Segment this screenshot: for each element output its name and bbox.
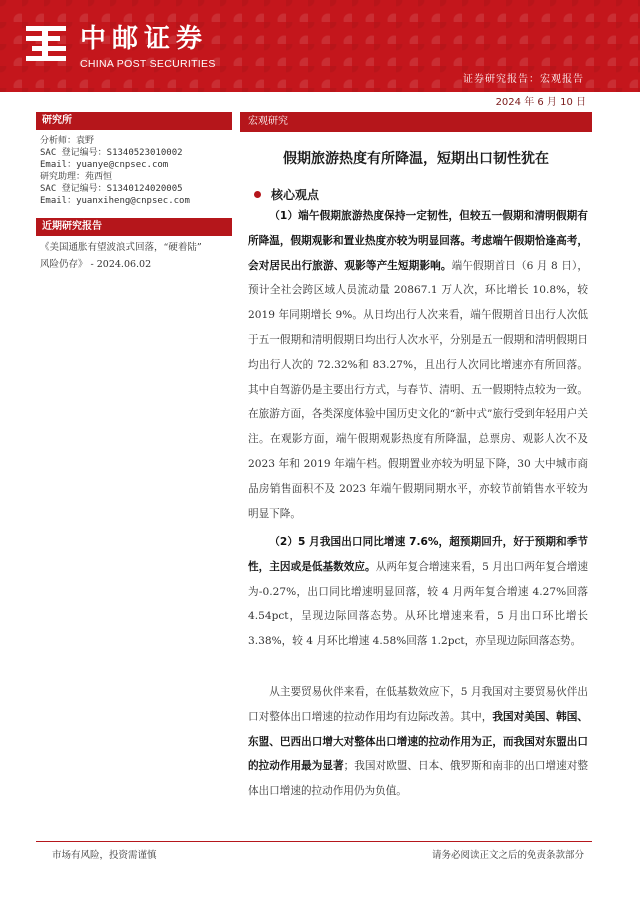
china-post-logo-icon xyxy=(22,22,70,66)
analyst-email[interactable]: Email：yuanxiheng@cnpsec.com xyxy=(40,196,190,206)
footer-risk-note: 市场有风险，投资需谨慎 xyxy=(52,850,157,861)
brand-name-en: CHINA POST SECURITIES xyxy=(80,58,216,70)
bullet-icon xyxy=(254,191,261,198)
sidebar-recent-title: 近期研究报告 xyxy=(36,218,232,236)
paragraph-3-start: 从主要贸易伙伴来看，在低基数效应下，5 月我国对主要贸易伙伴出口对整体出口增速的拉动作用均有边际改善。其中， xyxy=(248,686,588,723)
footer-divider xyxy=(36,841,592,842)
paragraph-3-end: ；我国对欧盟、日本、俄罗斯和南非的出口增速对整体出口增速的拉动作用仍为负值。 xyxy=(248,760,589,798)
page-title: 假期旅游热度有所降温，短期出口韧性犹在 xyxy=(283,151,549,167)
report-type: 证券研究报告：宏观报告 xyxy=(463,74,584,85)
recent-report-link[interactable] xyxy=(40,239,236,273)
column-label: 宏观研究 xyxy=(240,112,592,132)
header-banner xyxy=(0,0,640,92)
footer-disclaimer: 请务必阅读正文之后的免责条款部分 xyxy=(431,850,584,861)
paragraph-1-lead: （1）端午假期旅游热度保持一定韧性，但较五一假期和清明假期有所降温，假期观影和置业热度亦较为明显回落。考虑端午假期恰逢高考，会对居民出行旅游、观影等产生短期影响。 xyxy=(248,210,588,272)
analyst-email[interactable]: Email：yuanye@cnpsec.com xyxy=(40,160,169,170)
section-heading-text: 核心观点 xyxy=(271,188,320,202)
report-date: 2024 年 6 月 10 日 xyxy=(495,97,586,108)
paragraph-3 xyxy=(248,680,588,804)
sidebar-research-title: 研究所 xyxy=(36,112,232,130)
paragraph-3-highlight: 我国对美国、韩国、东盟、巴西出口增大对整体出口增速的拉动作用为正，而我国对东盟出口的拉动作用最为显著 xyxy=(248,710,589,773)
recent-report-line: 风险仍存》 - 2024.06.02 xyxy=(40,259,152,270)
analyst-line: 研究助理：苑西恒 xyxy=(40,172,113,182)
analyst-line: SAC 登记编号：S1340523010002 xyxy=(40,148,183,158)
brand-name-cn: 中邮证券 xyxy=(80,24,209,54)
paragraph-2-lead: （2）5 月我国出口同比增速 7.6%，超预期回升，好于预期和季节性，主因或是低基数效应。 xyxy=(248,536,588,573)
section-heading xyxy=(254,186,319,203)
analyst-line: 分析师：袁野 xyxy=(40,136,95,146)
paragraph-2 xyxy=(248,530,588,654)
paragraph-1-body: 端午假期首日（6 月 8 日），预计全社会跨区域人员流动量 20867.1 万人次，环比增长 10.8%，较 2019 年同期增长 9%。从日均出行人次来看，端午假期首日出行人次低于五一假期和清明假期日均出行人次水平，分别是五一假期和清明假期日均出行人次的 72.32%和 83.27%，且出行人次同比增速亦有所回落。其中自驾游仍是主要出行方式，与春节、清明、五一假期特点较为一致。在旅游方面，各类深度体验中国历史文化的“新中式”旅行受到年轻用户关注。在观影方面，端午假期观影热度有所降温，总票房、观影人次不及 2023 年和 2019 年端午档。假期置业亦较为明显下降，30 大中城市商品房销售面积不及 2023 年端午假期同期水平，亦较节前销售水平较为明显下降。 xyxy=(248,259,588,520)
recent-report-line: 《美国通胀有望波浪式回落，“硬着陆” xyxy=(40,242,202,253)
paragraph-2-body: 从两年复合增速来看，5 月出口两年复合增速为-0.27%，出口同比增速明显回落，较 4 月两年复合增速 4.27%回落 4.54pct，呈现边际回落态势。从环比增速来看，5 月出口环比增长 3.38%，较 4 月环比增速 4.58%回落 1.2pct，亦呈现边际回落态势。 xyxy=(248,560,588,648)
analyst-line: SAC 登记编号：S1340124020005 xyxy=(40,184,183,194)
analyst-info xyxy=(40,135,236,207)
paragraph-1 xyxy=(248,204,588,526)
